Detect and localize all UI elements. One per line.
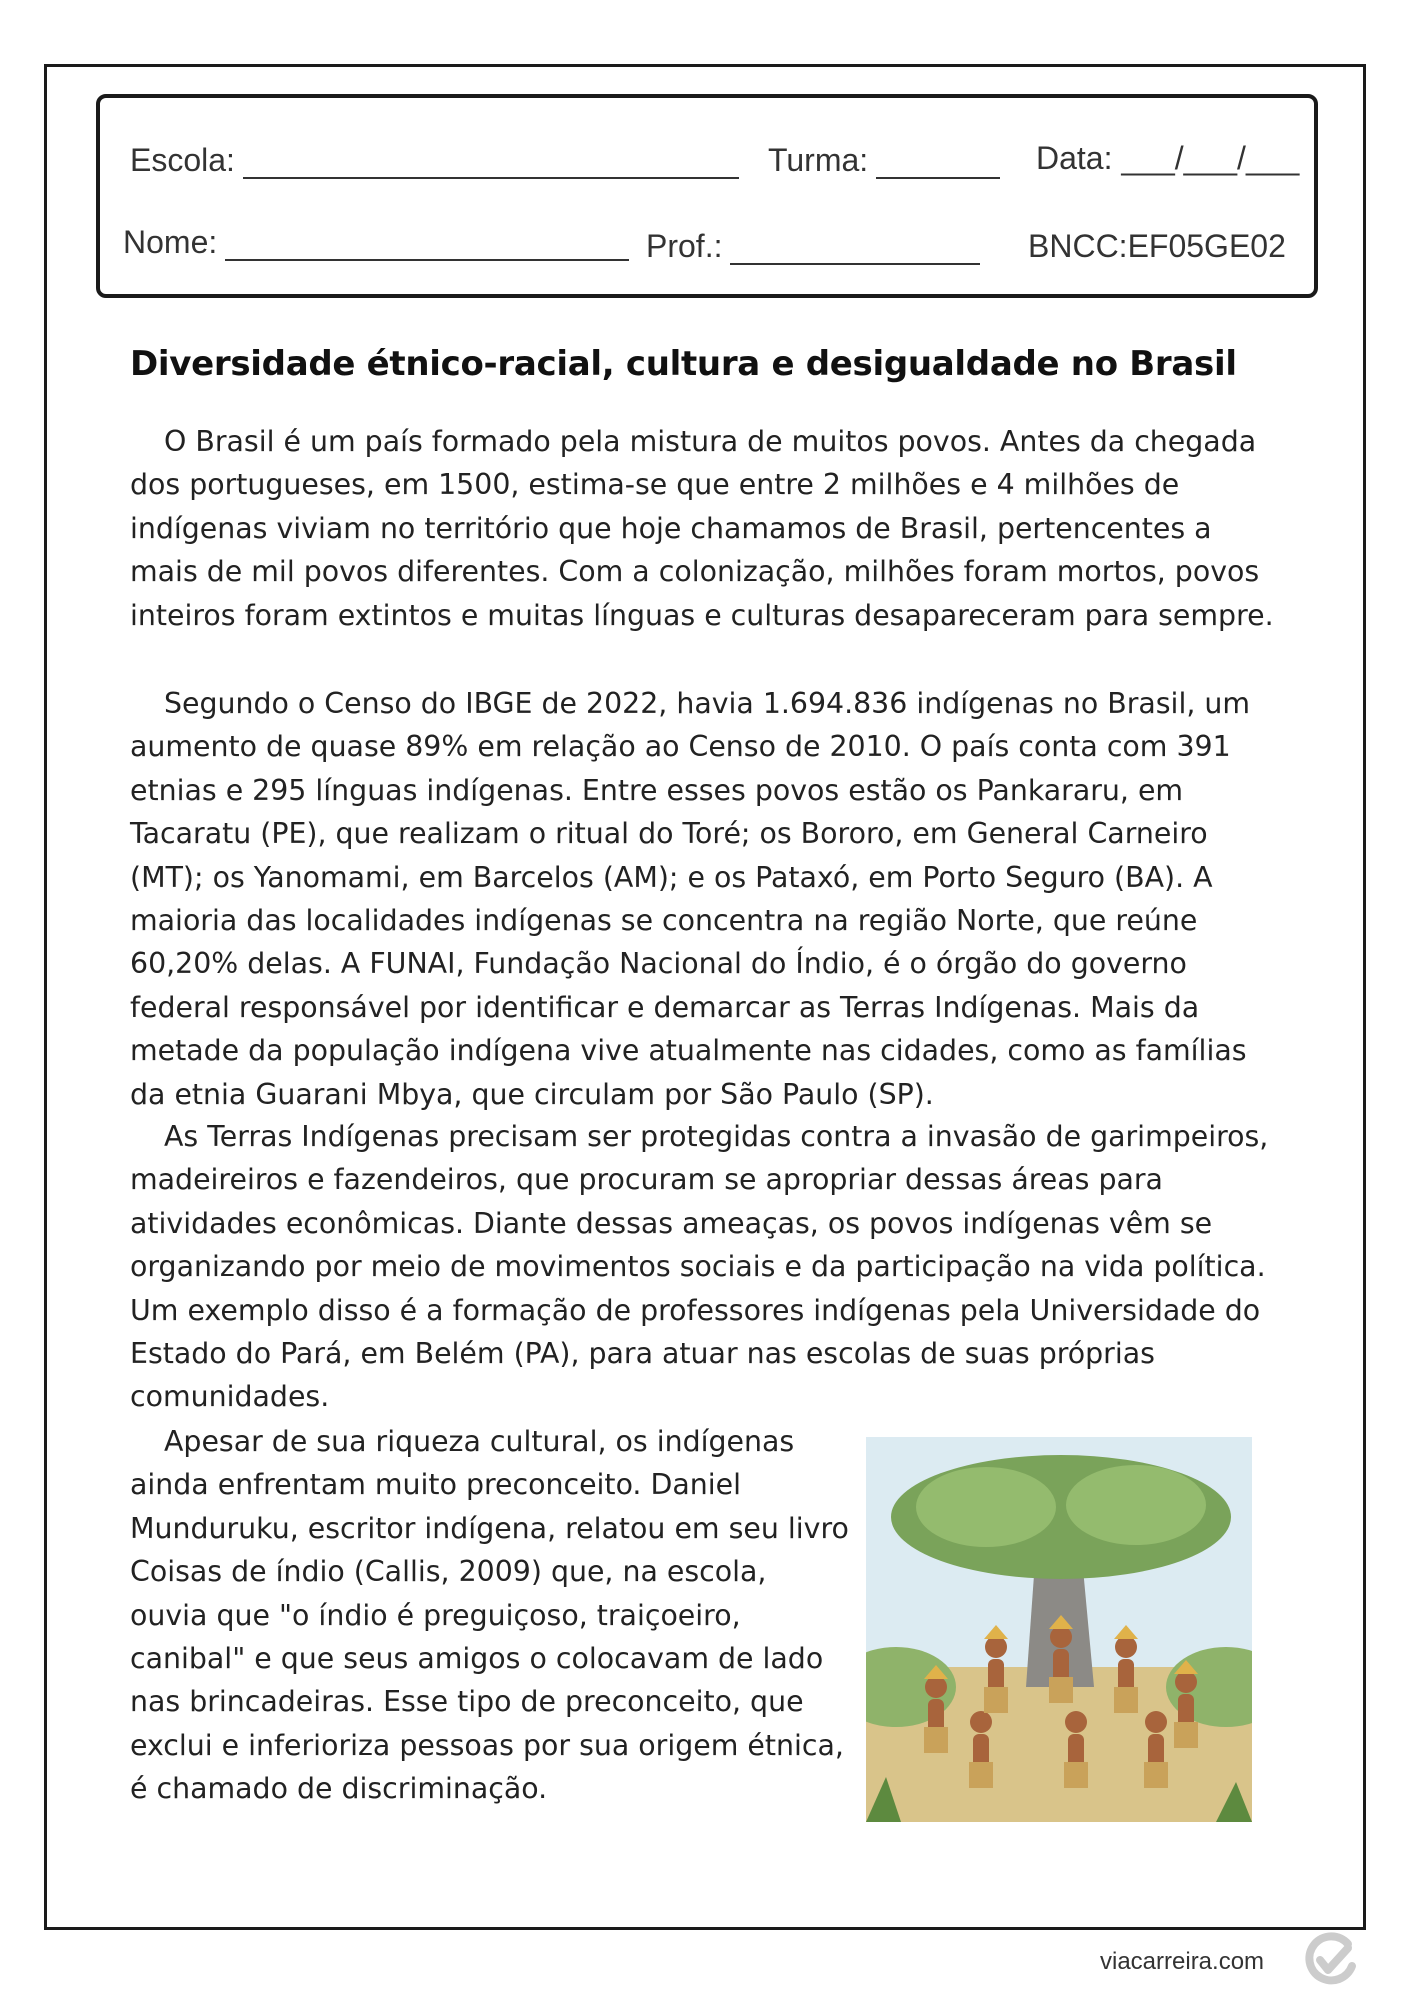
name-label: Nome:	[123, 224, 218, 260]
school-field[interactable]	[130, 142, 739, 179]
teacher-blank[interactable]	[730, 235, 980, 265]
class-blank[interactable]	[876, 149, 1000, 179]
viacarreira-logo-icon	[1300, 1930, 1360, 1990]
class-field[interactable]	[768, 142, 1000, 179]
paragraph-1: O Brasil é um país formado pela mistura de muitos povos. Antes da chegada dos portugueses, em 1500, estima-se que entre 2 milhões e 4 milhões de indígenas viviam no território que hoje chamamos de Brasil, pertencentes a mais de mil povos diferentes. Com a colonização, milhões foram mortos, povos inteiros foram extintos e muitas línguas e culturas desapareceram para sempre.	[130, 425, 1274, 632]
school-blank[interactable]	[243, 149, 739, 179]
teacher-label: Prof.:	[646, 228, 723, 264]
name-field[interactable]	[123, 224, 629, 261]
class-label: Turma:	[768, 142, 869, 178]
indigenous-dance-illustration	[866, 1437, 1252, 1822]
teacher-field[interactable]	[646, 228, 980, 265]
bncc-code-text: BNCC:EF05GE02	[1028, 228, 1286, 264]
name-blank[interactable]	[225, 231, 629, 261]
paragraph-3: As Terras Indígenas precisam ser protegidas contra a invasão de garimpeiros, madeireiros e fazendeiros, que procuram se apropriar dessas áreas para atividades econômicas. Diante dessas ameaças, os povos indígenas vêm se organizando por meio de movimentos sociais e da participação na vida política. Um exemplo disso é a formação de professores indígenas pela Universidade do Estado do Pará, em Belém (PA), para atuar nas escolas de suas próprias comunidades.	[130, 1120, 1269, 1414]
date-label: Data: ___/___/___	[1036, 140, 1300, 176]
school-label: Escola:	[130, 142, 235, 178]
date-field[interactable]	[1036, 140, 1299, 177]
student-info-box	[96, 94, 1318, 298]
paragraph-4: Apesar de sua riqueza cultural, os indígenas ainda enfrentam muito preconceito. Daniel Munduruku, escritor indígena, relatou em seu livro Coisas de índio (Callis, 2009) que, na escola, ouvia que "o índio é preguiçoso, traiçoeiro, canibal" e que seus amigos o colocavam de lado nas brincadeiras. Esse tipo de preconceito, que exclui e inferioriza pessoas por sua origem étnica, é chamado de discriminação.	[130, 1425, 849, 1806]
page-title: Diversidade étnico-racial, cultura e desigualdade no Brasil	[130, 344, 1237, 384]
bncc-code	[1028, 228, 1286, 265]
paragraph-2: Segundo o Censo do IBGE de 2022, havia 1.694.836 indígenas no Brasil, um aumento de quase 89% em relação ao Censo de 2010. O país conta com 391 etnias e 295 línguas indígenas. Entre esses povos estão os Pankararu, em Tacaratu (PE), que realizam o ritual do Toré; os Bororo, em General Carneiro (MT); os Yanomami, em Barcelos (AM); e os Pataxó, em Porto Seguro (BA). A maioria das localidades indígenas se concentra na região Norte, que reúne 60,20% delas. A FUNAI, Fundação Nacional do Índio, é o órgão do governo federal responsável por identificar e demarcar as Terras Indígenas. Mais da metade da população indígena vive atualmente nas cidades, como as famílias da etnia Guarani Mbya, que circulam por São Paulo (SP).	[130, 687, 1251, 1111]
footer-site-link[interactable]: viacarreira.com	[1100, 1948, 1265, 1975]
